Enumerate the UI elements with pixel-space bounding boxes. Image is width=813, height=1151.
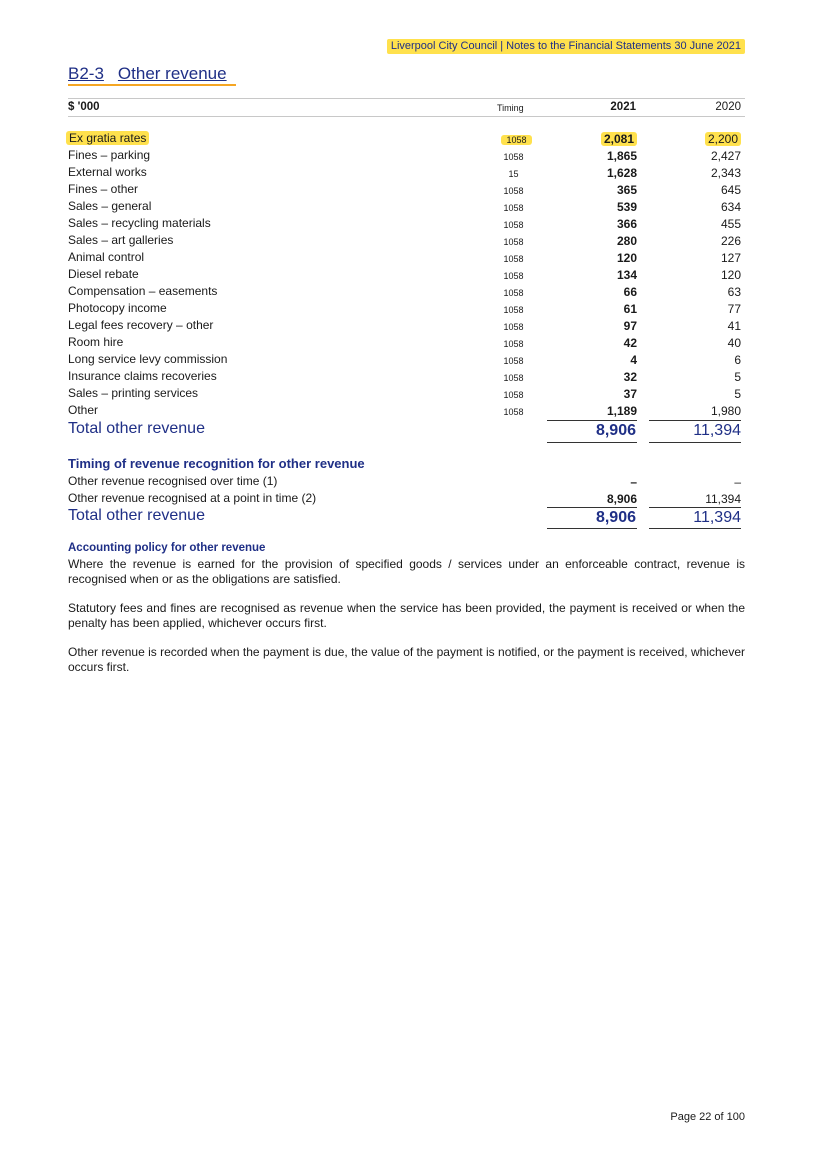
row-timing: 1058 — [503, 407, 524, 417]
table-row — [68, 250, 745, 267]
row-value-2021: 365 — [616, 183, 637, 197]
row-value-2021: 97 — [623, 319, 637, 333]
row-label: Fines – other — [68, 182, 139, 196]
row-value-2021: 2,081 — [601, 132, 637, 146]
row-value-2020: 2,343 — [710, 166, 741, 180]
policy-paragraph: Where the revenue is earned for the provision of specified goods / services under an enforceable contract, revenue is recognised when or as the obligations are satisfied. — [68, 557, 745, 586]
row-label: Fines – parking — [68, 148, 151, 162]
timing-total-label: Total other revenue — [68, 507, 205, 524]
row-timing: 1058 — [503, 254, 524, 264]
total-rule-2020 — [649, 420, 741, 421]
row-timing: 1058 — [503, 390, 524, 400]
row-value-2021: 120 — [616, 251, 637, 265]
row-value-2020: – — [734, 475, 741, 489]
total-other-revenue-2021: 8,906 — [595, 422, 636, 439]
row-value-2021: 280 — [616, 234, 637, 248]
row-timing: 1058 — [503, 322, 524, 332]
row-value-2021: 134 — [616, 268, 637, 282]
table-row — [68, 318, 745, 335]
row-label: Sales – general — [68, 199, 152, 213]
timing-total-2021: 8,906 — [595, 509, 636, 526]
row-value-2020: 41 — [727, 319, 741, 333]
row-timing: 1058 — [503, 220, 524, 230]
row-value-2021: 1,189 — [606, 404, 637, 418]
row-label: Legal fees recovery – other — [68, 318, 214, 332]
table-row — [68, 148, 745, 165]
total-bottom-rule-2021 — [547, 442, 637, 443]
row-timing: 1058 — [503, 356, 524, 366]
row-value-2021: 539 — [616, 200, 637, 214]
row-label: External works — [68, 165, 147, 179]
row-label: Sales – art galleries — [68, 233, 174, 247]
row-label: Room hire — [68, 335, 124, 349]
row-timing: 1058 — [503, 373, 524, 383]
table-row — [68, 165, 745, 182]
row-value-2020: 6 — [734, 353, 741, 367]
row-timing: 1058 — [503, 203, 524, 213]
row-label: Long service levy commission — [68, 352, 228, 366]
table-row — [68, 352, 745, 369]
row-value-2020: 63 — [727, 285, 741, 299]
table-row — [68, 131, 745, 148]
table-row — [68, 369, 745, 386]
row-value-2020: 226 — [720, 234, 741, 248]
table-row — [68, 199, 745, 216]
row-value-2021: 42 — [623, 336, 637, 350]
row-value-2020: 11,394 — [705, 492, 741, 506]
row-value-2021: 366 — [616, 217, 637, 231]
row-label: Other — [68, 403, 99, 417]
page-number: Page 22 of 100 — [670, 1111, 745, 1123]
row-value-2021: 37 — [623, 387, 637, 401]
row-timing: 1058 — [503, 186, 524, 196]
row-label: Other revenue recognised over time (1) — [68, 474, 278, 488]
timing-row — [68, 474, 745, 491]
section-heading — [68, 64, 227, 84]
row-label: Compensation – easements — [68, 284, 218, 298]
column-header-unit: $ '000 — [68, 101, 100, 113]
table-row — [68, 403, 745, 420]
row-value-2021: 32 — [623, 370, 637, 384]
row-value-2021: – — [630, 475, 637, 489]
timing-total-rule-2021 — [547, 507, 637, 508]
column-header-2021: 2021 — [610, 101, 636, 113]
row-value-2020: 40 — [727, 336, 741, 350]
row-timing: 1058 — [503, 152, 524, 162]
row-value-2020: 2,200 — [705, 132, 741, 146]
row-label: Sales – printing services — [68, 386, 199, 400]
row-timing: 1058 — [503, 288, 524, 298]
column-header-2020: 2020 — [715, 101, 741, 113]
row-value-2020: 1,980 — [710, 404, 741, 418]
section-number: B2-3 — [68, 64, 104, 83]
row-value-2021: 66 — [623, 285, 637, 299]
row-timing: 1058 — [501, 135, 532, 145]
timing-total-bottom-rule-2021 — [547, 528, 637, 529]
section-title: Other revenue — [117, 64, 227, 83]
table-header-rule — [68, 116, 745, 117]
row-value-2021: 8,906 — [606, 492, 637, 506]
timing-total-rule-2020 — [649, 507, 741, 508]
timing-row — [68, 491, 745, 508]
row-label: Sales – recycling materials — [68, 216, 211, 230]
row-value-2020: 645 — [720, 183, 741, 197]
timing-total-bottom-rule-2020 — [649, 528, 741, 529]
row-label: Animal control — [68, 250, 145, 264]
row-value-2020: 634 — [720, 200, 741, 214]
row-value-2021: 61 — [623, 302, 637, 316]
row-timing: 15 — [508, 169, 519, 179]
row-timing: 1058 — [503, 271, 524, 281]
timing-total-2020: 11,394 — [693, 509, 741, 526]
row-value-2020: 127 — [720, 251, 741, 265]
row-label: Insurance claims recoveries — [68, 369, 217, 383]
row-value-2020: 455 — [720, 217, 741, 231]
row-label: Other revenue recognised at a point in time (2) — [68, 491, 317, 505]
row-value-2021: 4 — [630, 353, 637, 367]
policy-heading: Accounting policy for other revenue — [68, 542, 266, 554]
heading-underline — [68, 84, 236, 86]
table-row — [68, 216, 745, 233]
row-label: Ex gratia rates — [66, 131, 149, 145]
total-rule-2021 — [547, 420, 637, 421]
running-header: Liverpool City Council | Notes to the Financial Statements 30 June 2021 — [387, 39, 745, 54]
column-header-timing: Timing — [497, 103, 524, 113]
row-timing: 1058 — [503, 339, 524, 349]
row-value-2020: 5 — [734, 370, 741, 384]
policy-paragraph: Statutory fees and fines are recognised as revenue when the service has been provided, the payment is received or when the penalty has been applied, whichever occurs first. — [68, 601, 745, 630]
row-value-2020: 5 — [734, 387, 741, 401]
row-value-2020: 120 — [720, 268, 741, 282]
table-row — [68, 233, 745, 250]
table-top-rule — [68, 98, 745, 99]
table-row — [68, 301, 745, 318]
row-timing: 1058 — [503, 237, 524, 247]
row-label: Photocopy income — [68, 301, 167, 315]
total-bottom-rule-2020 — [649, 442, 741, 443]
policy-paragraph: Other revenue is recorded when the payment is due, the value of the payment is notified, or the payment is received, whichever occurs first. — [68, 645, 745, 674]
table-row — [68, 284, 745, 301]
row-value-2021: 1,865 — [606, 149, 637, 163]
timing-heading: Timing of revenue recognition for other revenue — [68, 456, 365, 471]
table-row — [68, 267, 745, 284]
row-label: Diesel rebate — [68, 267, 139, 281]
table-row — [68, 335, 745, 352]
table-row — [68, 182, 745, 199]
total-other-revenue-2020: 11,394 — [693, 422, 741, 439]
table-row — [68, 386, 745, 403]
row-value-2020: 2,427 — [710, 149, 741, 163]
row-timing: 1058 — [503, 305, 524, 315]
row-value-2021: 1,628 — [606, 166, 637, 180]
total-other-revenue-label: Total other revenue — [68, 420, 205, 437]
row-value-2020: 77 — [727, 302, 741, 316]
